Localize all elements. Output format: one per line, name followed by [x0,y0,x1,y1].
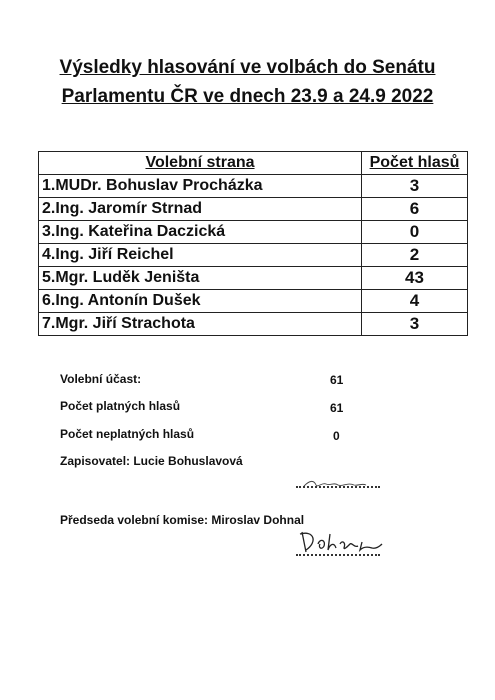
candidate-name: 4.Ing. Jiří Reichel [39,244,362,267]
document-title-line-1: Výsledky hlasování ve volbách do Senátu [59,57,436,78]
candidate-votes: 0 [362,221,468,244]
column-header-party: Volební strana [39,152,362,175]
column-header-votes: Počet hlasů [362,152,468,175]
candidate-votes: 4 [362,290,468,313]
chair-line: Předseda volební komise: Miroslav Dohnal [60,513,305,527]
candidate-name: 2.Ing. Jaromír Strnad [39,198,362,221]
table-row [39,198,468,221]
candidate-name: 1.MUDr. Bohuslav Procházka [39,175,362,198]
valid-votes-label: Počet platných hlasů [60,399,181,413]
table-row [39,267,468,290]
candidate-votes: 43 [362,267,468,290]
candidate-votes: 3 [362,313,468,336]
document-title-line-2: Parlamentu ČR ve dnech 23.9 a 24.9 2022 [61,86,434,107]
table-row [39,175,468,198]
turnout-label: Volební účast: [60,372,142,386]
candidate-votes: 6 [362,198,468,221]
table-row [39,290,468,313]
invalid-votes-value: 0 [333,429,340,443]
valid-votes-value: 61 [330,401,344,415]
candidate-name: 6.Ing. Antonín Dušek [39,290,362,313]
candidate-name: 5.Mgr. Luděk Jeništa [39,267,362,290]
invalid-votes-label: Počet neplatných hlasů [60,427,195,441]
table-row [39,221,468,244]
candidate-votes: 3 [362,175,468,198]
table-row [39,244,468,267]
chair-signature-line [296,554,380,556]
table-header-row [39,152,468,175]
recorder-line: Zapisovatel: Lucie Bohuslavová [60,454,243,468]
candidate-name: 7.Mgr. Jiří Strachota [39,313,362,336]
table-row [39,313,468,336]
candidate-name: 3.Ing. Kateřina Daczická [39,221,362,244]
turnout-value: 61 [330,373,344,387]
recorder-signature-line [296,486,380,488]
candidate-votes: 2 [362,244,468,267]
results-table [38,151,468,336]
chair-signature [296,528,386,556]
